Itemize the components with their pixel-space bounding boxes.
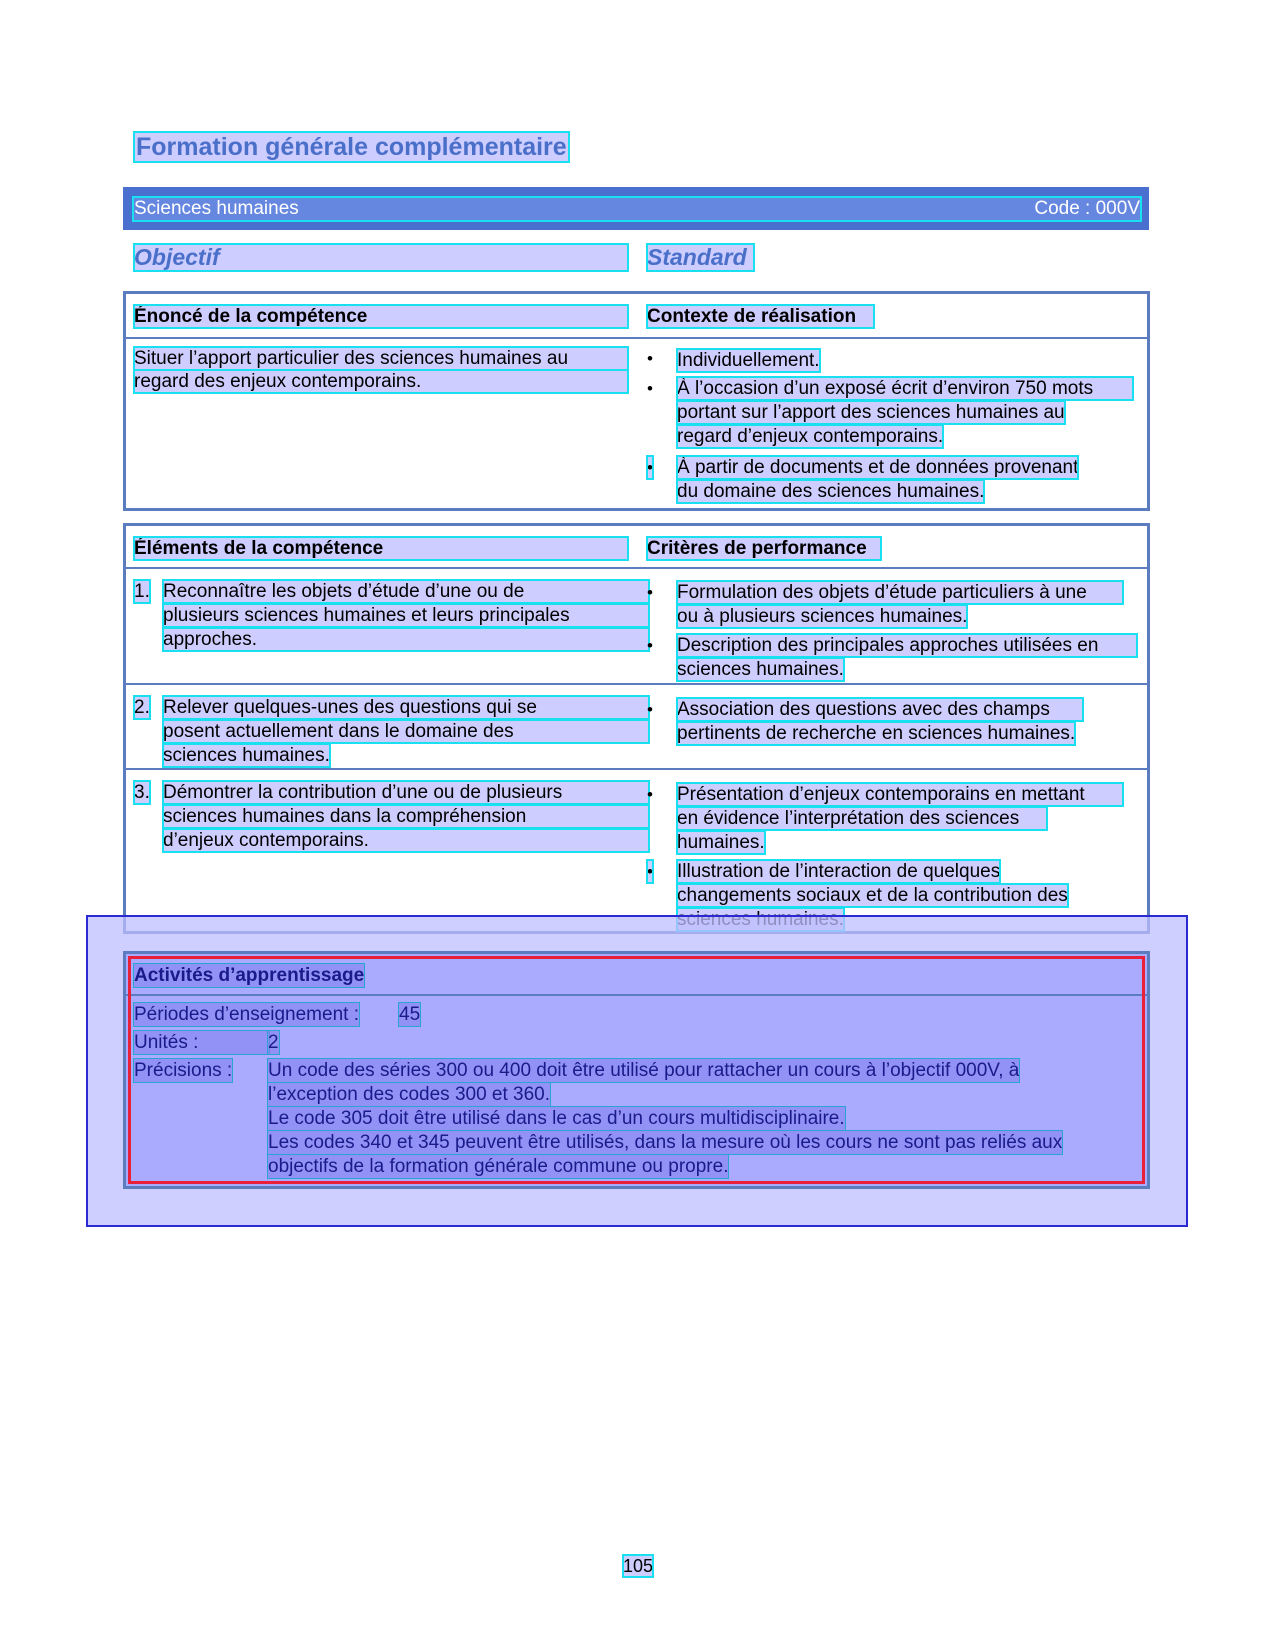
divider [125, 768, 1148, 770]
units-value: 2 [268, 1032, 279, 1053]
contexte-item-line: Individuellement. [677, 350, 820, 371]
elements-heading: Éléments de la compétence [134, 537, 628, 560]
criterion-line: Formulation des objets d’étude particuliers à une [677, 581, 1123, 604]
enonce-text-line: Situer l’apport particulier des sciences humaines au [134, 347, 628, 370]
contexte-heading: Contexte de réalisation [647, 305, 874, 328]
element-number: 1. [134, 581, 150, 602]
criterion-line: Association des questions avec des champs [677, 698, 1083, 721]
bullet-icon: • [647, 349, 653, 368]
element-number: 3. [134, 782, 150, 803]
element-line: sciences humaines dans la compréhension [163, 805, 649, 828]
periods-value: 45 [399, 1004, 421, 1025]
criterion-line: en évidence l’interprétation des sciences [677, 807, 1047, 830]
criterion-line: sciences humaines. [677, 659, 844, 680]
precisions-line: Les codes 340 et 345 peuvent être utilisés, dans la mesure où les cours ne sont pas reliés aux [268, 1132, 1063, 1153]
activities-heading: Activités d’apprentissage [134, 965, 365, 986]
contexte-item-line: À partir de documents et de données provenant [677, 457, 1079, 478]
precisions-label: Précisions : [134, 1060, 233, 1081]
divider [125, 683, 1148, 685]
criteres-heading: Critères de performance [647, 537, 881, 560]
bullet-icon: • [647, 379, 653, 398]
element-line: posent actuellement dans le domaine des [163, 720, 649, 743]
bullet-icon: • [647, 862, 653, 881]
enonce-text-line: regard des enjeux contemporains. [134, 370, 628, 393]
contexte-item-line: regard d’enjeux contemporains. [677, 426, 944, 447]
criterion-line: Description des principales approches utilisées en [677, 634, 1137, 657]
element-line: Reconnaître les objets d’étude d’une ou de [163, 580, 649, 603]
criterion-line: pertinents de recherche en sciences humaines. [677, 723, 1076, 744]
contexte-item-line: du domaine des sciences humaines. [677, 481, 985, 502]
precisions-line: Le code 305 doit être utilisé dans le cas d’un cours multidisciplinaire. [268, 1108, 845, 1129]
page-number: 105 [623, 1556, 654, 1576]
contexte-item-line: portant sur l’apport des sciences humaines au [677, 402, 1065, 423]
document-title: Formation générale complémentaire [136, 133, 567, 161]
element-line: sciences humaines. [163, 745, 330, 766]
bullet-icon: • [647, 636, 653, 655]
element-line: approches. [163, 628, 649, 651]
header-bar-content [134, 198, 1140, 220]
element-line: plusieurs sciences humaines et leurs principales [163, 604, 649, 627]
criterion-line: Illustration de l’interaction de quelques [677, 861, 1001, 882]
bullet-icon: • [647, 458, 653, 477]
criterion-line: humaines. [677, 832, 765, 853]
column-heading-standard: Standard [647, 244, 754, 271]
column-heading-objectif: Objectif [134, 244, 628, 271]
criterion-line: Présentation d’enjeux contemporains en mettant [677, 783, 1123, 806]
element-number: 2. [134, 697, 150, 718]
contexte-item-line: À l’occasion d’un exposé écrit d’environ 750 mots [677, 377, 1133, 400]
precisions-line: objectifs de la formation générale commune ou propre. [268, 1156, 729, 1177]
enonce-heading: Énoncé de la compétence [134, 305, 628, 328]
discipline-name: Sciences humaines [134, 198, 299, 219]
bullet-icon: • [647, 785, 653, 804]
precisions-line: Un code des séries 300 ou 400 doit être utilisé pour rattacher un cours à l’objectif 000V, à [268, 1060, 1020, 1081]
bullet-icon: • [647, 583, 653, 602]
divider [125, 337, 1148, 339]
periods-label: Périodes d’enseignement : [134, 1004, 359, 1025]
precisions-line: l’exception des codes 300 et 360. [268, 1084, 551, 1105]
units-label: Unités : [134, 1031, 269, 1054]
divider [125, 567, 1148, 569]
criterion-line: ou à plusieurs sciences humaines. [677, 606, 968, 627]
element-line: Démontrer la contribution d’une ou de plusieurs [163, 781, 649, 804]
bullet-icon: • [647, 700, 653, 719]
element-line: Relever quelques-unes des questions qui se [163, 696, 649, 719]
element-line: d’enjeux contemporains. [163, 829, 649, 852]
criterion-line: changements sociaux et de la contribution des [677, 885, 1068, 906]
course-code: Code : 000V [1034, 198, 1140, 219]
